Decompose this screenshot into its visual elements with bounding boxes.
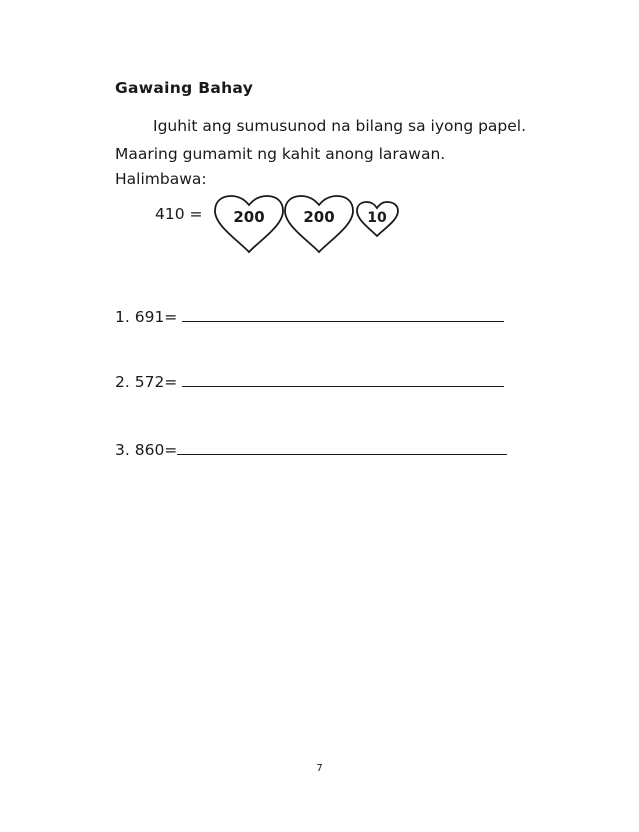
answer-blank[interactable] <box>182 309 504 322</box>
example-equation: 410 = <box>155 205 203 223</box>
list-item <box>115 441 507 459</box>
heart-icon <box>357 202 398 236</box>
heart-icon <box>215 196 283 252</box>
example-hearts <box>212 192 404 256</box>
item-label: 2. 572= <box>115 373 183 391</box>
answer-blank[interactable] <box>182 374 504 387</box>
example-label: Halimbawa: <box>115 170 207 188</box>
item-label: 3. 860= <box>115 441 178 459</box>
heart-value: 10 <box>367 210 387 226</box>
heart-icon <box>285 196 353 252</box>
answer-blank[interactable] <box>177 442 507 455</box>
instruction-line-2: Maaring gumamit ng kahit anong larawan. <box>115 145 446 163</box>
heart-value: 200 <box>303 208 335 226</box>
item-label: 1. 691= <box>115 308 183 326</box>
heart-value: 200 <box>233 208 265 226</box>
list-item <box>115 373 504 391</box>
instructions <box>115 112 575 168</box>
page-number: 7 <box>316 763 323 774</box>
page-title: Gawaing Bahay <box>115 79 254 97</box>
list-item <box>115 308 504 326</box>
instruction-line-1: Iguhit ang sumusunod na bilang sa iyong papel. <box>153 117 527 135</box>
